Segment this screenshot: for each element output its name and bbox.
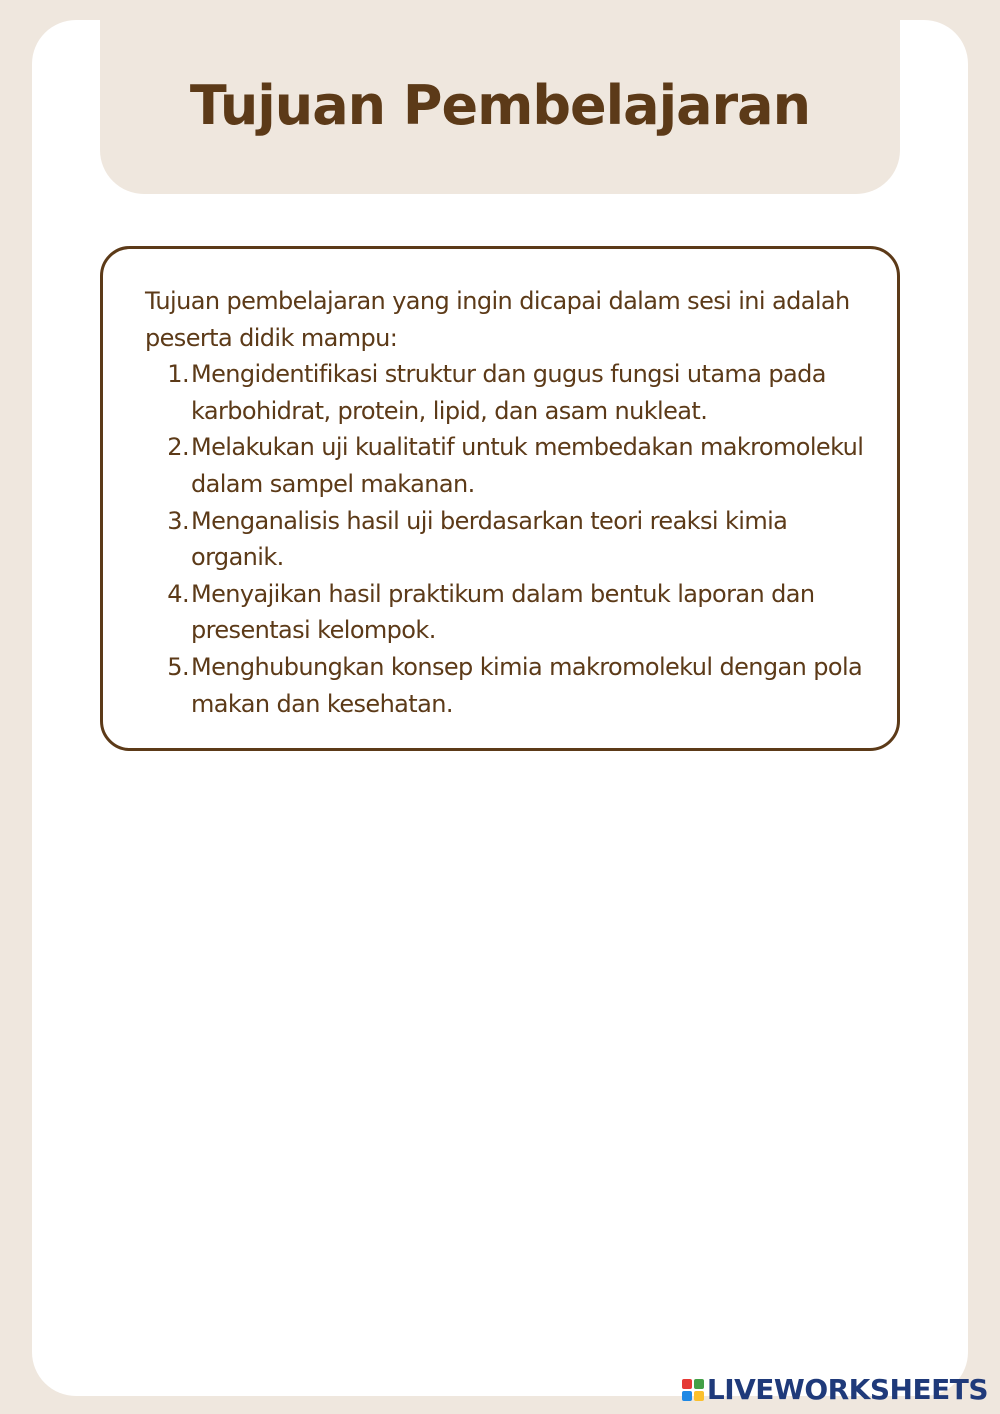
watermark-text: LIVEWORKSHEETS	[706, 1373, 988, 1406]
objective-text: Menghubungkan konsep kimia makromolekul dengan pola makan dan kesehatan.	[191, 652, 863, 718]
liveworksheets-logo-icon	[682, 1379, 704, 1401]
logo-square-red	[682, 1379, 692, 1389]
objective-number: 1.	[167, 360, 189, 389]
objective-item	[163, 503, 867, 576]
objective-number: 5.	[167, 652, 189, 681]
objective-text: Menyajikan hasil praktikum dalam bentuk laporan dan presentasi kelompok.	[191, 579, 815, 645]
objective-item	[163, 356, 867, 429]
logo-square-yellow	[694, 1391, 704, 1401]
learning-objectives-box	[100, 246, 900, 751]
objective-number: 3.	[167, 506, 189, 535]
objectives-list	[163, 356, 867, 722]
objectives-intro: Tujuan pembelajaran yang ingin dicapai dalam sesi ini adalah peserta didik mampu:	[145, 287, 850, 352]
objective-number: 2.	[167, 433, 189, 462]
objective-number: 4.	[167, 579, 189, 608]
liveworksheets-watermark[interactable]	[682, 1373, 988, 1406]
page-title: Tujuan Pembelajaran	[189, 73, 811, 137]
objective-text: Menganalisis hasil uji berdasarkan teori reaksi kimia organik.	[191, 506, 788, 572]
objective-text: Melakukan uji kualitatif untuk membedakan makromolekul dalam sampel makanan.	[191, 433, 864, 498]
objective-item	[163, 649, 867, 722]
logo-square-green	[694, 1379, 704, 1389]
objective-item	[163, 429, 867, 502]
logo-square-blue	[682, 1391, 692, 1401]
title-banner	[100, 20, 900, 194]
objective-item	[163, 576, 867, 649]
objective-text: Mengidentifikasi struktur dan gugus fungsi utama pada karbohidrat, protein, lipid, dan asam nukleat.	[191, 360, 826, 425]
